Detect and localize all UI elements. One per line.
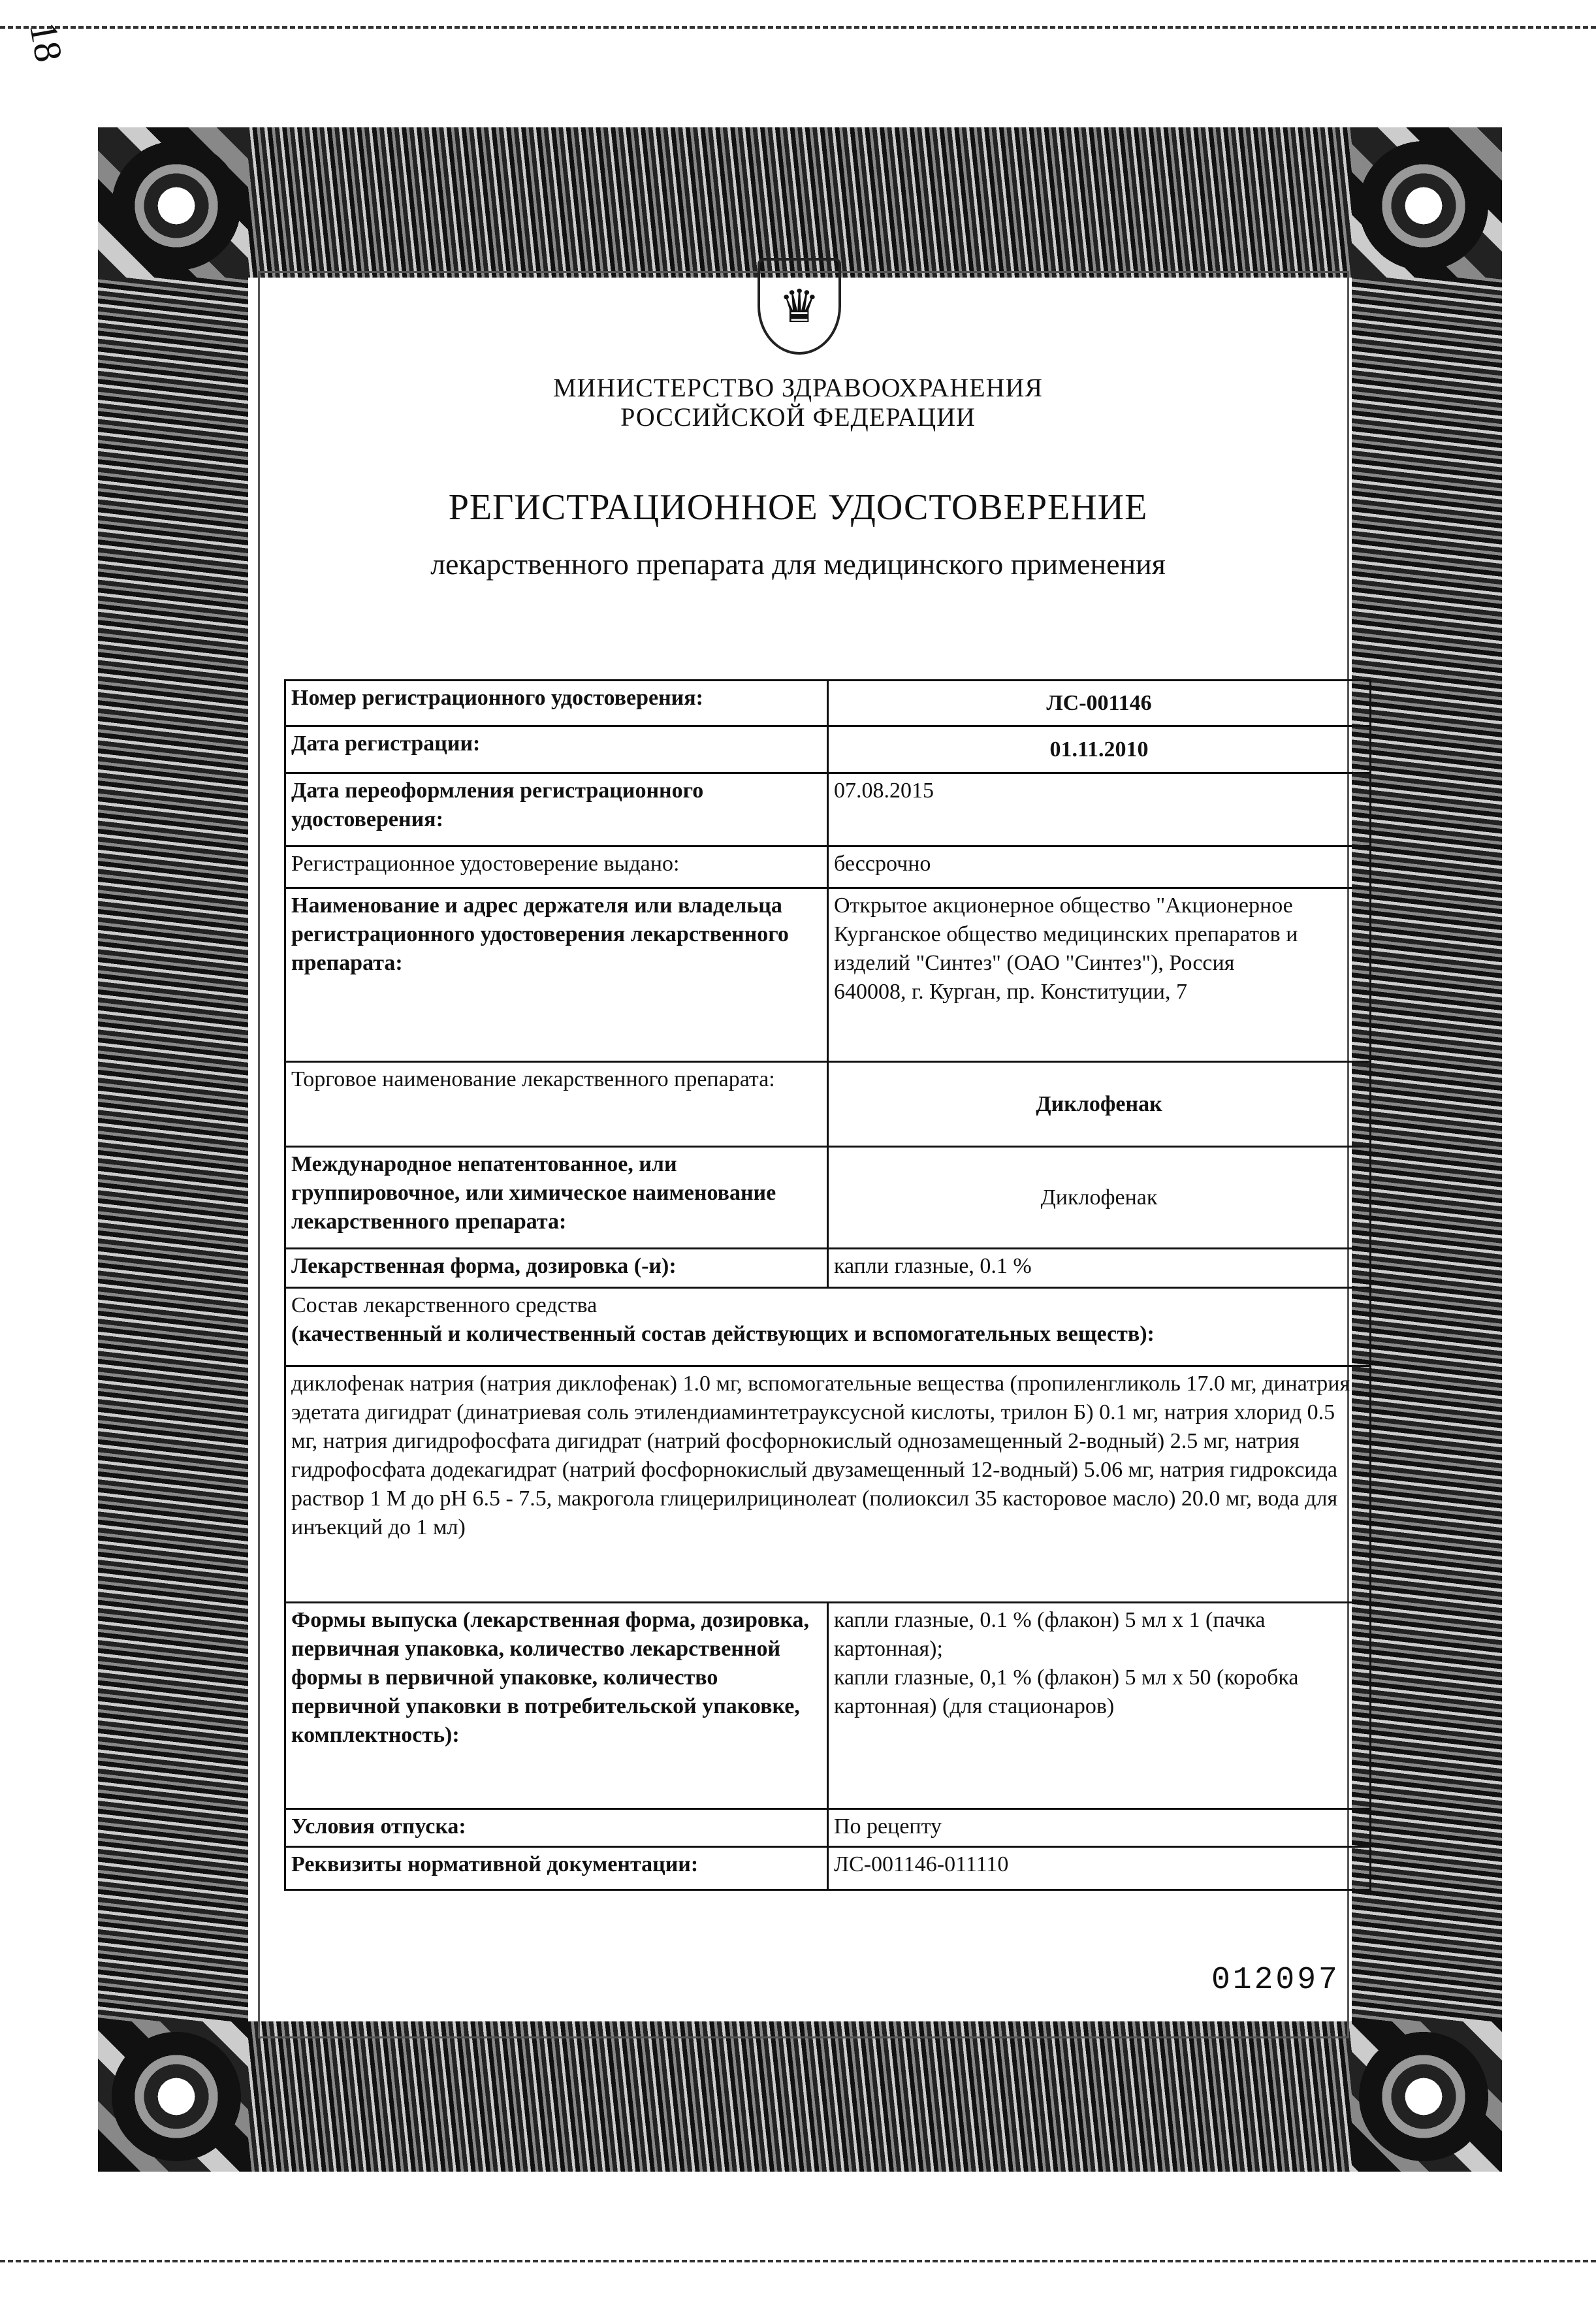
composition-heading: Состав лекарственного средства bbox=[291, 1293, 598, 1317]
corner-ornament bbox=[111, 140, 242, 271]
coat-of-arms-icon: ♛ bbox=[758, 258, 841, 355]
row-label: Номер регистрационного удостоверения: bbox=[285, 681, 828, 726]
table-row bbox=[285, 1603, 1371, 1809]
table-row bbox=[285, 1366, 1371, 1603]
table-row bbox=[285, 888, 1371, 1062]
corner-ornament bbox=[1358, 140, 1489, 271]
validity: бессрочно bbox=[828, 846, 1371, 888]
holder-cell bbox=[828, 888, 1371, 1062]
inn-name: Диклофенак bbox=[828, 1147, 1371, 1249]
ministry-name-line1: МИНИСТЕРСТВО ЗДРАВООХРАНЕНИЯ bbox=[552, 373, 1044, 402]
row-label: Дата регистрации: bbox=[285, 726, 828, 773]
table-row bbox=[285, 726, 1371, 773]
registration-table bbox=[284, 679, 1371, 1891]
normative-documentation: ЛС-001146-011110 bbox=[828, 1847, 1371, 1890]
release-forms-cell bbox=[828, 1603, 1371, 1809]
form-serial-number: 012097 bbox=[1211, 1963, 1340, 1998]
composition-text: диклофенак натрия (натрия диклофенак) 1.0 мг, вспомогательные вещества (пропиленгликоль 17.0 мг, динатрия эдетата дигидрат (динатриевая соль этилендиаминтетрауксусной кислоты, трилон Б) 0.1 мг, натрия хлорид 0.5 мг, натрия дигидрофосфата дигидрат (натрий фосфорнокислый однозамещенный 2-водный) 2.5 мг, натрия гидрофосфата додекагидрат (натрий фосфорнокислый двузамещенный 12-водный) 5.06 мг, натрия гидроксида раствор 1 М до pH 6.5 - 7.5, макрогола глицерилрицинолеат (полиоксил 35 касторовое масло) 20.0 мг, вода для инъекций до 1 мл) bbox=[285, 1366, 1371, 1603]
scan-edge-bottom bbox=[0, 2260, 1596, 2262]
row-label: Наименование и адрес держателя или владельца регистрационного удостоверения лекарственного препарата: bbox=[285, 888, 828, 1062]
row-label: Реквизиты нормативной документации: bbox=[285, 1847, 828, 1890]
holder-address: 640008, г. Курган, пр. Конституции, 7 bbox=[834, 980, 1187, 1004]
ministry-name-line2: РОССИЙСКОЙ ФЕДЕРАЦИИ bbox=[620, 402, 976, 432]
table-row bbox=[285, 1847, 1371, 1890]
row-label: Лекарственная форма, дозировка (-и): bbox=[285, 1249, 828, 1288]
release-form-1: капли глазные, 0.1 % (флакон) 5 мл x 1 (пачка картонная); bbox=[834, 1608, 1266, 1661]
row-label: Международное непатентованное, или группировочное, или химическое наименование лекарственного препарата: bbox=[285, 1147, 828, 1249]
handwritten-page-number: 18 bbox=[21, 19, 71, 65]
holder-name: Открытое акционерное общество "Акционерное Курганское общество медицинских препаратов и изделий "Синтез" (ОАО "Синтез"), Россия bbox=[834, 893, 1298, 975]
corner-ornament bbox=[1358, 2031, 1489, 2162]
table-row bbox=[285, 846, 1371, 888]
trade-name: Диклофенак bbox=[828, 1062, 1371, 1147]
row-label: Формы выпуска (лекарственная форма, дозировка, первичная упаковка, количество лекарственной формы в первичной упаковке, количество первичной упаковки в потребительской упаковке, комплектность): bbox=[285, 1603, 828, 1809]
row-label: Торговое наименование лекарственного препарата: bbox=[285, 1062, 828, 1147]
table-row bbox=[285, 1249, 1371, 1288]
composition-subheading: (качественный и количественный состав действующих и вспомогательных веществ): bbox=[291, 1322, 1155, 1346]
row-label: Регистрационное удостоверение выдано: bbox=[285, 846, 828, 888]
reissue-date: 07.08.2015 bbox=[828, 773, 1371, 846]
table-row bbox=[285, 1147, 1371, 1249]
document-title: РЕГИСТРАЦИОННОЕ УДОСТОВЕРЕНИЕ bbox=[448, 487, 1148, 528]
dispensing-conditions: По рецепту bbox=[828, 1809, 1371, 1847]
composition-heading-cell bbox=[285, 1288, 1371, 1366]
document-subtitle: лекарственного препарата для медицинского применения bbox=[430, 547, 1166, 581]
row-label: Условия отпуска: bbox=[285, 1809, 828, 1847]
table-row bbox=[285, 773, 1371, 846]
release-form-2: капли глазные, 0,1 % (флакон) 5 мл x 50 (коробка картонная) (для стационаров) bbox=[834, 1665, 1299, 1718]
table-row bbox=[285, 1809, 1371, 1847]
dosage-form: капли глазные, 0.1 % bbox=[828, 1249, 1371, 1288]
table-row bbox=[285, 1062, 1371, 1147]
registration-date: 01.11.2010 bbox=[828, 726, 1371, 773]
table-row bbox=[285, 681, 1371, 726]
row-label: Дата переоформления регистрационного удостоверения: bbox=[285, 773, 828, 846]
scan-edge-top bbox=[0, 26, 1596, 29]
corner-ornament bbox=[111, 2031, 242, 2162]
table-row bbox=[285, 1288, 1371, 1366]
registration-number: ЛС-001146 bbox=[828, 681, 1371, 726]
